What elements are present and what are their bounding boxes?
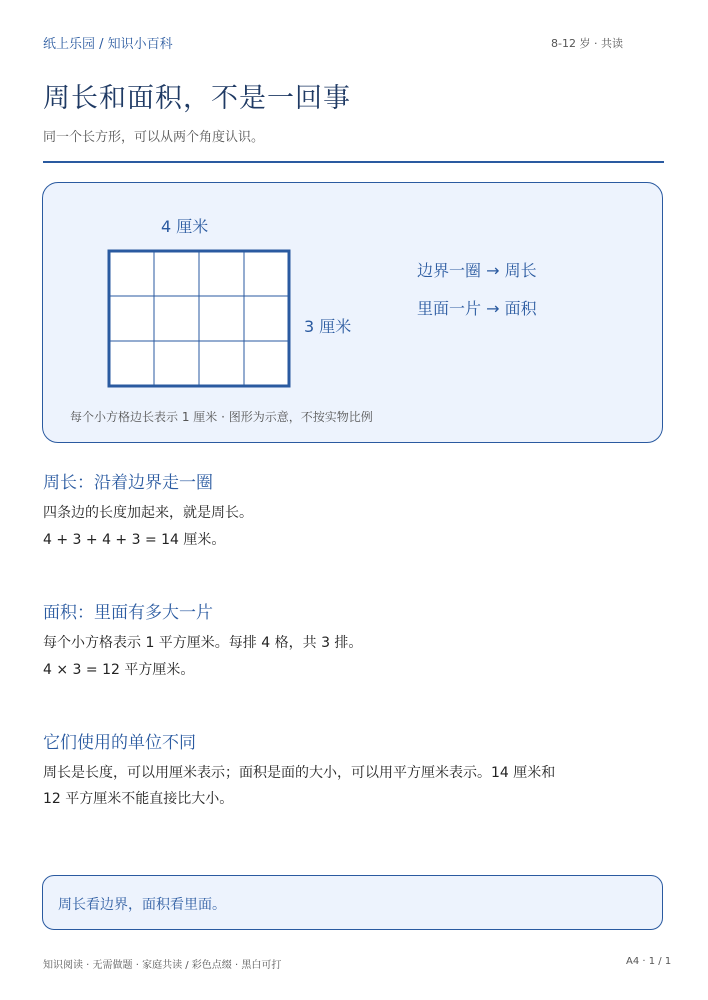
section-text-line: 4 × 3 = 12 平方厘米。 (43, 662, 195, 678)
page-title: 周长和面积，不是一回事 (43, 83, 351, 114)
section-title-units: 它们使用的单位不同 (43, 733, 196, 753)
rectangle-figure-panel (42, 182, 663, 443)
section-title-perimeter: 周长：沿着边界走一圈 (43, 473, 213, 493)
title-divider (43, 161, 664, 163)
width-label: 4 厘米 (161, 217, 209, 236)
height-label: 3 厘米 (304, 317, 352, 336)
page-subtitle: 同一个长方形，可以从两个角度认识。 (43, 130, 265, 145)
rectangle-grid (107, 249, 291, 389)
summary-text: 周长看边界，面积看里面。 (58, 897, 226, 913)
legend-area: 里面一片 → 面积 (417, 299, 537, 318)
section-text-line: 12 平方厘米不能直接比大小。 (43, 791, 234, 807)
figure-caption: 每个小方格边长表示 1 厘米 · 图形为示意，不按实物比例 (70, 410, 373, 424)
page-number: A4 · 1 / 1 (626, 956, 672, 967)
summary-box (42, 875, 663, 930)
section-text-line: 4 + 3 + 4 + 3 = 14 厘米。 (43, 532, 226, 548)
brand-breadcrumb: 纸上乐园 / 知识小百科 (43, 37, 173, 52)
footer-note: 知识阅读 · 无需做题 · 家庭共读 / 彩色点缀 · 黑白可打 (43, 960, 282, 971)
section-text-line: 周长是长度，可以用厘米表示；面积是面的大小，可以用平方厘米表示。14 厘米和 (43, 765, 556, 781)
legend-perimeter: 边界一圈 → 周长 (417, 261, 537, 280)
audience-label: 8-12 岁 · 共读 (551, 37, 623, 50)
section-text-line: 每个小方格表示 1 平方厘米。每排 4 格，共 3 排。 (43, 635, 363, 651)
section-title-area: 面积：里面有多大一片 (43, 603, 213, 623)
section-text-line: 四条边的长度加起来，就是周长。 (43, 505, 253, 521)
